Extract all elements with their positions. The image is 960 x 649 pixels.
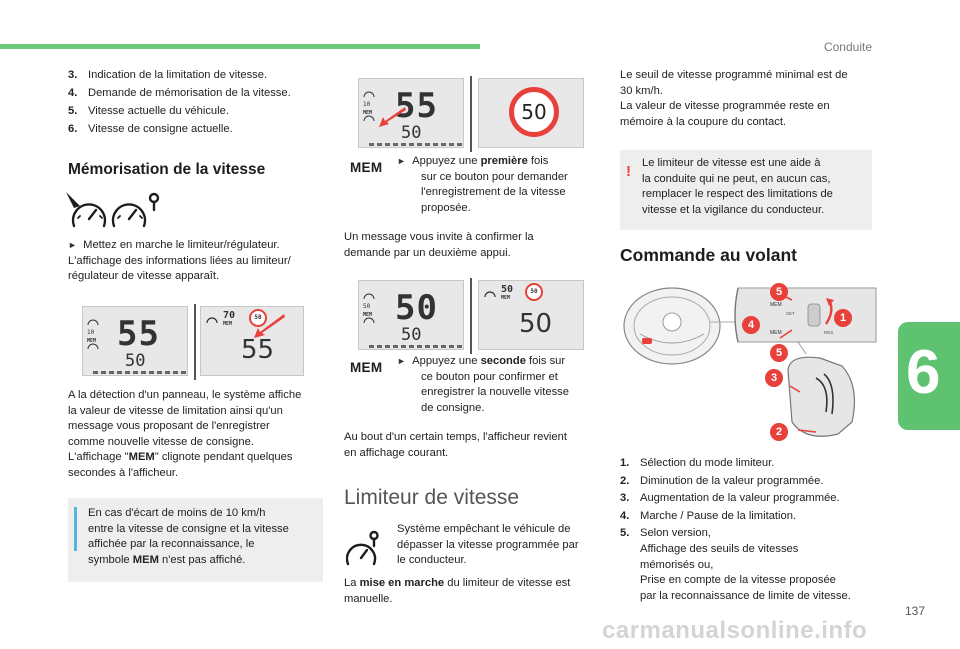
chapter-tab — [898, 322, 960, 430]
callout-3: 3 — [765, 369, 783, 387]
activation-paragraph: La mise en marche du limiteur de vitesse est manuelle. — [344, 577, 571, 605]
set-speed: 50 — [125, 351, 146, 371]
callout-2: 2 — [770, 423, 788, 441]
list-item: 6. Vitesse de consigne actuelle. — [68, 123, 233, 135]
step2-paragraph: ► Appuyez une seconde fois sur ce bouton pour confirmer et enregistrer la nouvelle vitesse de consigne. — [397, 355, 569, 414]
callout-4: 4 — [742, 316, 760, 334]
list-item: 4. Marche / Pause de la limitation. — [620, 509, 797, 522]
limiter-heading: Limiteur de vitesse — [344, 486, 520, 509]
speed-limit-sign: 50 — [249, 309, 267, 327]
cluster-display-3 — [358, 278, 586, 354]
cluster-display-2 — [358, 76, 586, 152]
speed-limiter-icons — [66, 188, 162, 232]
watermark: carmanualsonline.info — [602, 617, 868, 644]
info-tip-box: En cas d'écart de moins de 10 km/h entre la vitesse de consigne et la vitesse affichée par la reconnaissance, le symbole MEM n'est pas affiché. — [68, 498, 323, 582]
svg-text:MEM: MEM — [770, 302, 782, 308]
current-speed: 50 — [395, 288, 438, 328]
steering-control-illustration — [620, 282, 878, 452]
current-speed: 55 — [395, 86, 438, 126]
memo-heading: Mémorisation de la vitesse — [68, 161, 266, 178]
list-item: 3. Augmentation de la valeur programmée. — [620, 492, 840, 505]
lever-end-knob-icon — [788, 342, 854, 436]
cluster-display-1 — [82, 304, 306, 380]
cluster-right-screen — [478, 78, 584, 148]
memo-paragraph-2: A la détection d'un panneau, le système affiche la valeur de vitesse de limitation ainsi qu'un message vous proposant de l'enregistrer comme nouvelle vitesse de consigne. L'affichage "MEM" clignote pendant quelques secondes à l'afficheur. — [68, 389, 302, 479]
callout-5-bottom: 5 — [770, 344, 788, 362]
callout-1: 1 — [834, 309, 852, 327]
after-paragraph: Au bout d'un certain temps, l'afficheur revient en affichage courant. — [344, 431, 567, 459]
set-speed: 50 — [401, 123, 422, 143]
control-lever-icon — [735, 288, 876, 342]
gauge-icon — [483, 287, 497, 299]
steering-wheel-icon — [624, 288, 736, 364]
gauge-icon — [205, 313, 219, 325]
list-item: 5. Selon version, Affichage des seuils de vitesses mémorisés ou, Prise en compte de la vitesse proposée par la reconnaissance de limite de vitesse. — [620, 527, 851, 602]
cluster-left-screen: 10 MEM 55 50 — [82, 306, 188, 376]
threshold-paragraph: Le seuil de vitesse programmé minimal est de 30 km/h. La valeur de vitesse programmée reste en mémoire à la coupure du contact. — [620, 69, 848, 128]
svg-text:SET: SET — [786, 311, 795, 316]
red-pointer-arrow-icon — [379, 105, 407, 127]
memo-paragraph-1: ► Mettez en marche le limiteur/régulateur. L'affichage des informations liées au limiteur/ régulateur de vitesse apparaît. — [68, 239, 291, 283]
svg-text:MEM: MEM — [770, 330, 782, 336]
list-item: 2. Diminution de la valeur programmée. — [620, 474, 824, 487]
speed-limit-sign: 50 — [509, 87, 559, 137]
speed-limit-sign: 50 — [525, 283, 543, 301]
list-item: 5. Vitesse actuelle du véhicule. — [68, 105, 229, 117]
list-item: 1. Sélection du mode limiteur. — [620, 457, 775, 469]
mem-button-label[interactable]: MEM — [350, 160, 383, 175]
info-tip-marker — [74, 507, 77, 551]
page-number: 137 — [905, 604, 926, 618]
list-item: 3. Indication de la limitation de vitesse. — [68, 69, 268, 81]
section-title: Conduite — [823, 40, 872, 54]
steering-controls-heading: Commande au volant — [620, 245, 797, 265]
step1-paragraph: ► Appuyez une première fois sur ce bouton pour demander l'enregistrement de la vitesse proposée. — [397, 155, 568, 214]
cluster-left-screen: 50 MEM 50 50 — [358, 280, 464, 350]
chapter-number: 6 — [906, 338, 941, 407]
cluster-right-screen: 70 MEM 50 55 — [200, 306, 304, 376]
header-accent-bar — [0, 44, 480, 49]
cluster-right-screen: 50 MEM 50 50 — [478, 280, 584, 350]
svg-text:RES: RES — [824, 330, 834, 335]
warning-icon: ! — [626, 163, 631, 180]
cursor-arrow-icon — [66, 192, 80, 208]
list-item: 4. Demande de mémorisation de la vitesse. — [68, 87, 291, 99]
set-speed: 50 — [401, 325, 422, 345]
limiter-gauge-icon — [346, 528, 380, 568]
mem-button-label[interactable]: MEM — [350, 360, 383, 375]
warning-box: ! Le limiteur de vitesse est une aide à la conduite qui ne peut, en aucun cas, remplacer le respect des limitations de vitesse et la vigilance du conducteur. — [620, 150, 872, 230]
cluster-left-screen: 10 MEM 55 50 — [358, 78, 464, 148]
current-speed: 55 — [117, 314, 160, 354]
controls-list — [620, 456, 876, 604]
limiter-description: Système empêchant le véhicule de dépasser la vitesse programmée par le conducteur. — [397, 523, 579, 567]
confirm-paragraph: Un message vous invite à confirmer la demande par un deuxième appui. — [344, 231, 534, 259]
top-numbered-list — [68, 68, 328, 140]
callout-5-top: 5 — [770, 283, 788, 301]
red-pointer-arrow-icon — [254, 312, 286, 338]
